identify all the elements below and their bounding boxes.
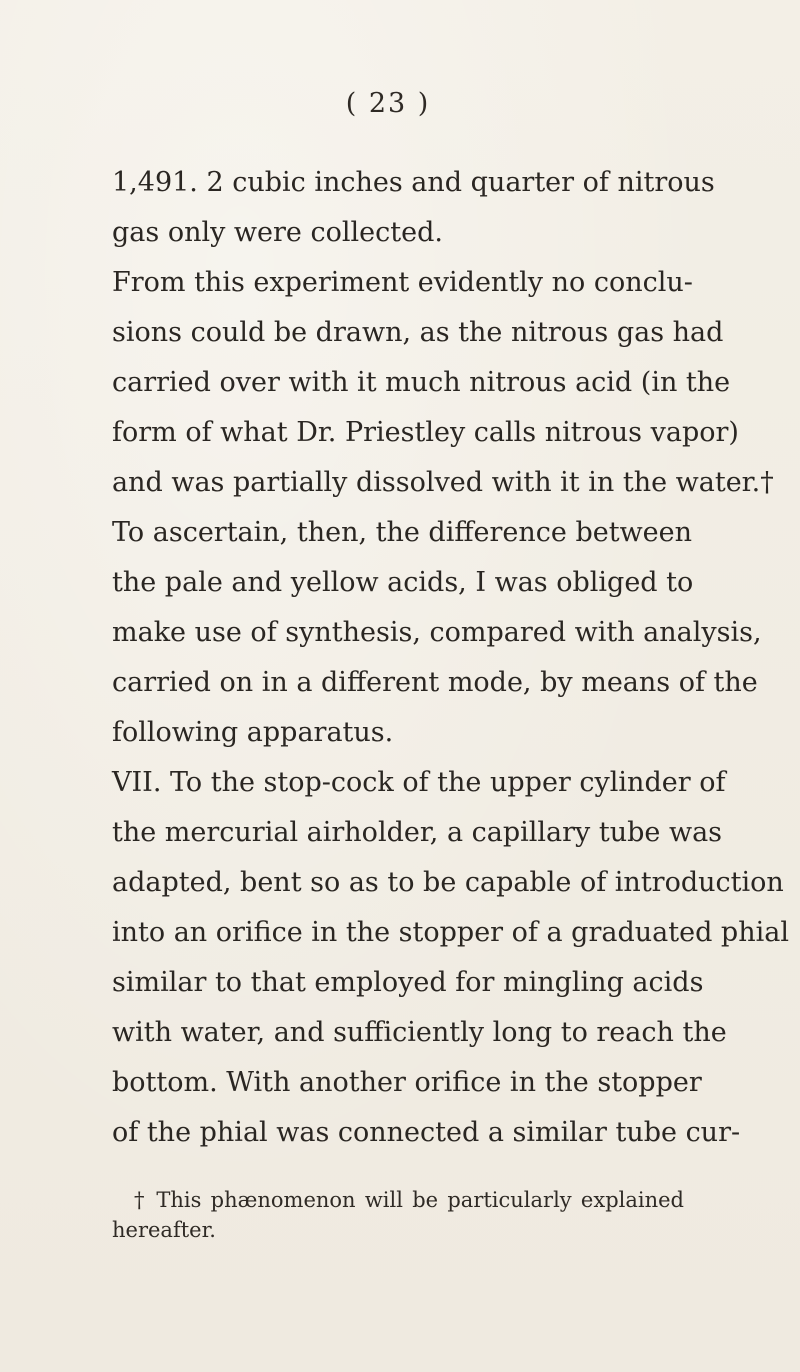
footnote-line: † This phænomenon will be particularly explained — [134, 1188, 684, 1212]
page-number: ( 23 ) — [345, 88, 431, 119]
text-line: make use of synthesis, compared with analysis, — [112, 617, 762, 648]
text-line: adapted, bent so as to be capable of introduction — [112, 867, 784, 898]
text-line: similar to that employed for mingling acids — [112, 967, 704, 998]
text-line: the pale and yellow acids, I was obliged to — [112, 567, 694, 598]
text-line: carried on in a different mode, by means of the — [112, 667, 758, 698]
text-line: sions could be drawn, as the nitrous gas had — [112, 317, 724, 348]
footnote-line: hereafter. — [112, 1218, 216, 1242]
text-line: To ascertain, then, the difference between — [112, 517, 693, 548]
text-line: following apparatus. — [112, 717, 394, 748]
text-line: From this experiment evidently no conclu- — [112, 267, 693, 298]
text-line: and was partially dissolved with it in the water.† — [112, 467, 774, 498]
text-line: bottom. With another orifice in the stopper — [112, 1067, 702, 1098]
text-line: of the phial was connected a similar tube cur- — [112, 1117, 741, 1148]
text-line: gas only were collected. — [112, 217, 443, 248]
text-line: 1,491. 2 cubic inches and quarter of nitrous — [112, 167, 715, 198]
text-line: into an orifice in the stopper of a graduated phial — [112, 917, 789, 948]
text-line: form of what Dr. Priestley calls nitrous vapor) — [112, 417, 739, 448]
text-line: VII. To the stop-cock of the upper cylinder of — [112, 767, 726, 798]
text-line: with water, and sufficiently long to reach the — [112, 1017, 727, 1048]
text-line: the mercurial airholder, a capillary tube was — [112, 817, 723, 848]
text-line: carried over with it much nitrous acid (in the — [112, 367, 731, 398]
